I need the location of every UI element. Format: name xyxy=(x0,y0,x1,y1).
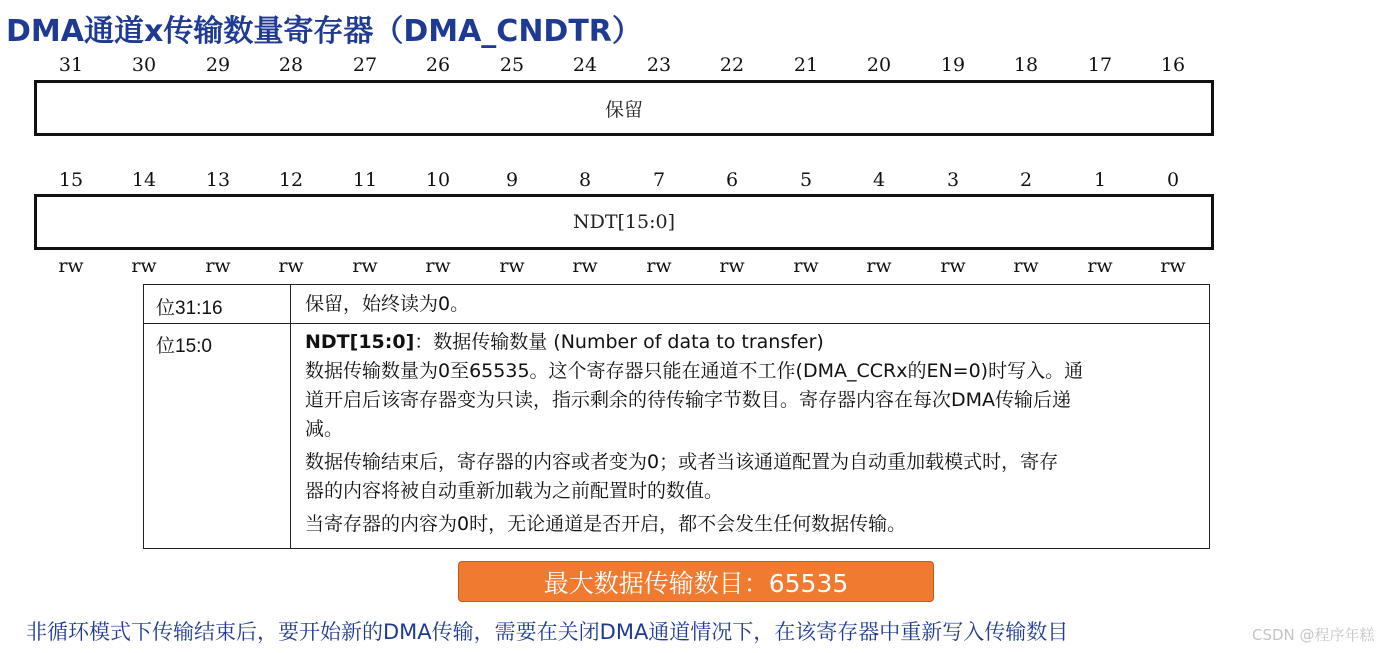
access-type: rw xyxy=(131,255,157,277)
reserved-field-box xyxy=(34,80,1214,136)
access-type: rw xyxy=(646,255,672,277)
bit-number: 5 xyxy=(799,169,813,191)
ndt-field-box xyxy=(34,194,1214,250)
bit-description xyxy=(305,328,1199,539)
bit-range: 位15:0 xyxy=(156,336,212,357)
field-name: NDT[15:0] xyxy=(305,331,415,353)
text-line: 数据传输数量为0至65535。这个寄存器只能在通道不工作(DMA_CCRx的EN=0)时写入。通 xyxy=(305,360,1084,382)
table-row xyxy=(144,323,1209,548)
bit-number: 13 xyxy=(205,169,231,191)
bit-number: 26 xyxy=(425,54,451,76)
access-type: rw xyxy=(1087,255,1113,277)
bit-number: 21 xyxy=(793,54,819,76)
bit-number: 1 xyxy=(1093,169,1107,191)
footer-note: 非循环模式下传输结束后，要开始新的DMA传输，需要在关闭DMA通道情况下，在该寄存器中重新写入传输数目 xyxy=(26,620,1069,644)
access-type: rw xyxy=(278,255,304,277)
description-paragraph xyxy=(305,510,1199,539)
high-bit-numbers xyxy=(34,54,1210,78)
bit-number: 28 xyxy=(278,54,304,76)
access-types xyxy=(34,255,1210,279)
bit-number: 2 xyxy=(1019,169,1033,191)
text-line: 当寄存器的内容为0时，无论通道是否开启，都不会发生任何数据传输。 xyxy=(305,513,907,535)
bit-number: 7 xyxy=(652,169,666,191)
text-line: 数据传输结束后，寄存器的内容或者变为0；或者当该通道配置为自动重加载模式时，寄存 xyxy=(305,451,1059,473)
access-type: rw xyxy=(58,255,84,277)
access-type: rw xyxy=(1160,255,1186,277)
text-line: 道开启后该寄存器变为只读，指示剩余的待传输字节数目。寄存器内容在每次DMA传输后递 xyxy=(305,389,1072,411)
field-heading xyxy=(305,328,1199,357)
ndt-field-label: NDT[15:0] xyxy=(572,211,676,233)
description-paragraph xyxy=(305,448,1199,506)
watermark: CSDN @程序年糕 xyxy=(1252,626,1375,644)
text-line: 减。 xyxy=(305,418,344,440)
bit-number: 10 xyxy=(425,169,451,191)
access-type: rw xyxy=(719,255,745,277)
bit-number: 18 xyxy=(1013,54,1039,76)
access-type: rw xyxy=(425,255,451,277)
bit-number: 16 xyxy=(1160,54,1186,76)
bit-number: 14 xyxy=(131,169,157,191)
bit-description-table xyxy=(143,284,1210,549)
bit-number: 8 xyxy=(578,169,592,191)
access-type: rw xyxy=(940,255,966,277)
bit-number: 9 xyxy=(505,169,519,191)
access-type: rw xyxy=(1013,255,1039,277)
max-transfer-banner: 最大数据传输数目：65535 xyxy=(458,561,934,602)
bit-number: 23 xyxy=(646,54,672,76)
bit-number: 3 xyxy=(946,169,960,191)
access-type: rw xyxy=(793,255,819,277)
bit-number: 0 xyxy=(1166,169,1180,191)
access-type: rw xyxy=(205,255,231,277)
table-row xyxy=(144,285,1209,324)
bit-number: 22 xyxy=(719,54,745,76)
bit-number: 4 xyxy=(872,169,886,191)
bit-number: 17 xyxy=(1087,54,1113,76)
bit-description: 保留，始终读为0。 xyxy=(305,293,470,315)
page-title: DMA通道x传输数量寄存器（DMA_CNDTR） xyxy=(6,14,642,49)
field-title: ：数据传输数量 (Number of data to transfer) xyxy=(414,331,824,353)
bit-number: 27 xyxy=(352,54,378,76)
bit-number: 29 xyxy=(205,54,231,76)
bit-number: 11 xyxy=(352,169,378,191)
text-line: 器的内容将被自动重新加载为之前配置时的数值。 xyxy=(305,480,724,502)
bit-number: 30 xyxy=(131,54,157,76)
bit-range: 位31:16 xyxy=(156,298,223,319)
bit-number: 25 xyxy=(499,54,525,76)
bit-number: 15 xyxy=(58,169,84,191)
bit-number: 6 xyxy=(725,169,739,191)
bit-number: 12 xyxy=(278,169,304,191)
access-type: rw xyxy=(866,255,892,277)
access-type: rw xyxy=(499,255,525,277)
bit-number: 20 xyxy=(866,54,892,76)
bit-number: 24 xyxy=(572,54,598,76)
description-paragraph xyxy=(305,357,1199,444)
bit-number: 31 xyxy=(58,54,84,76)
bit-number: 19 xyxy=(940,54,966,76)
access-type: rw xyxy=(352,255,378,277)
low-bit-numbers xyxy=(34,169,1210,193)
reserved-field-label: 保留 xyxy=(604,98,643,121)
access-type: rw xyxy=(572,255,598,277)
